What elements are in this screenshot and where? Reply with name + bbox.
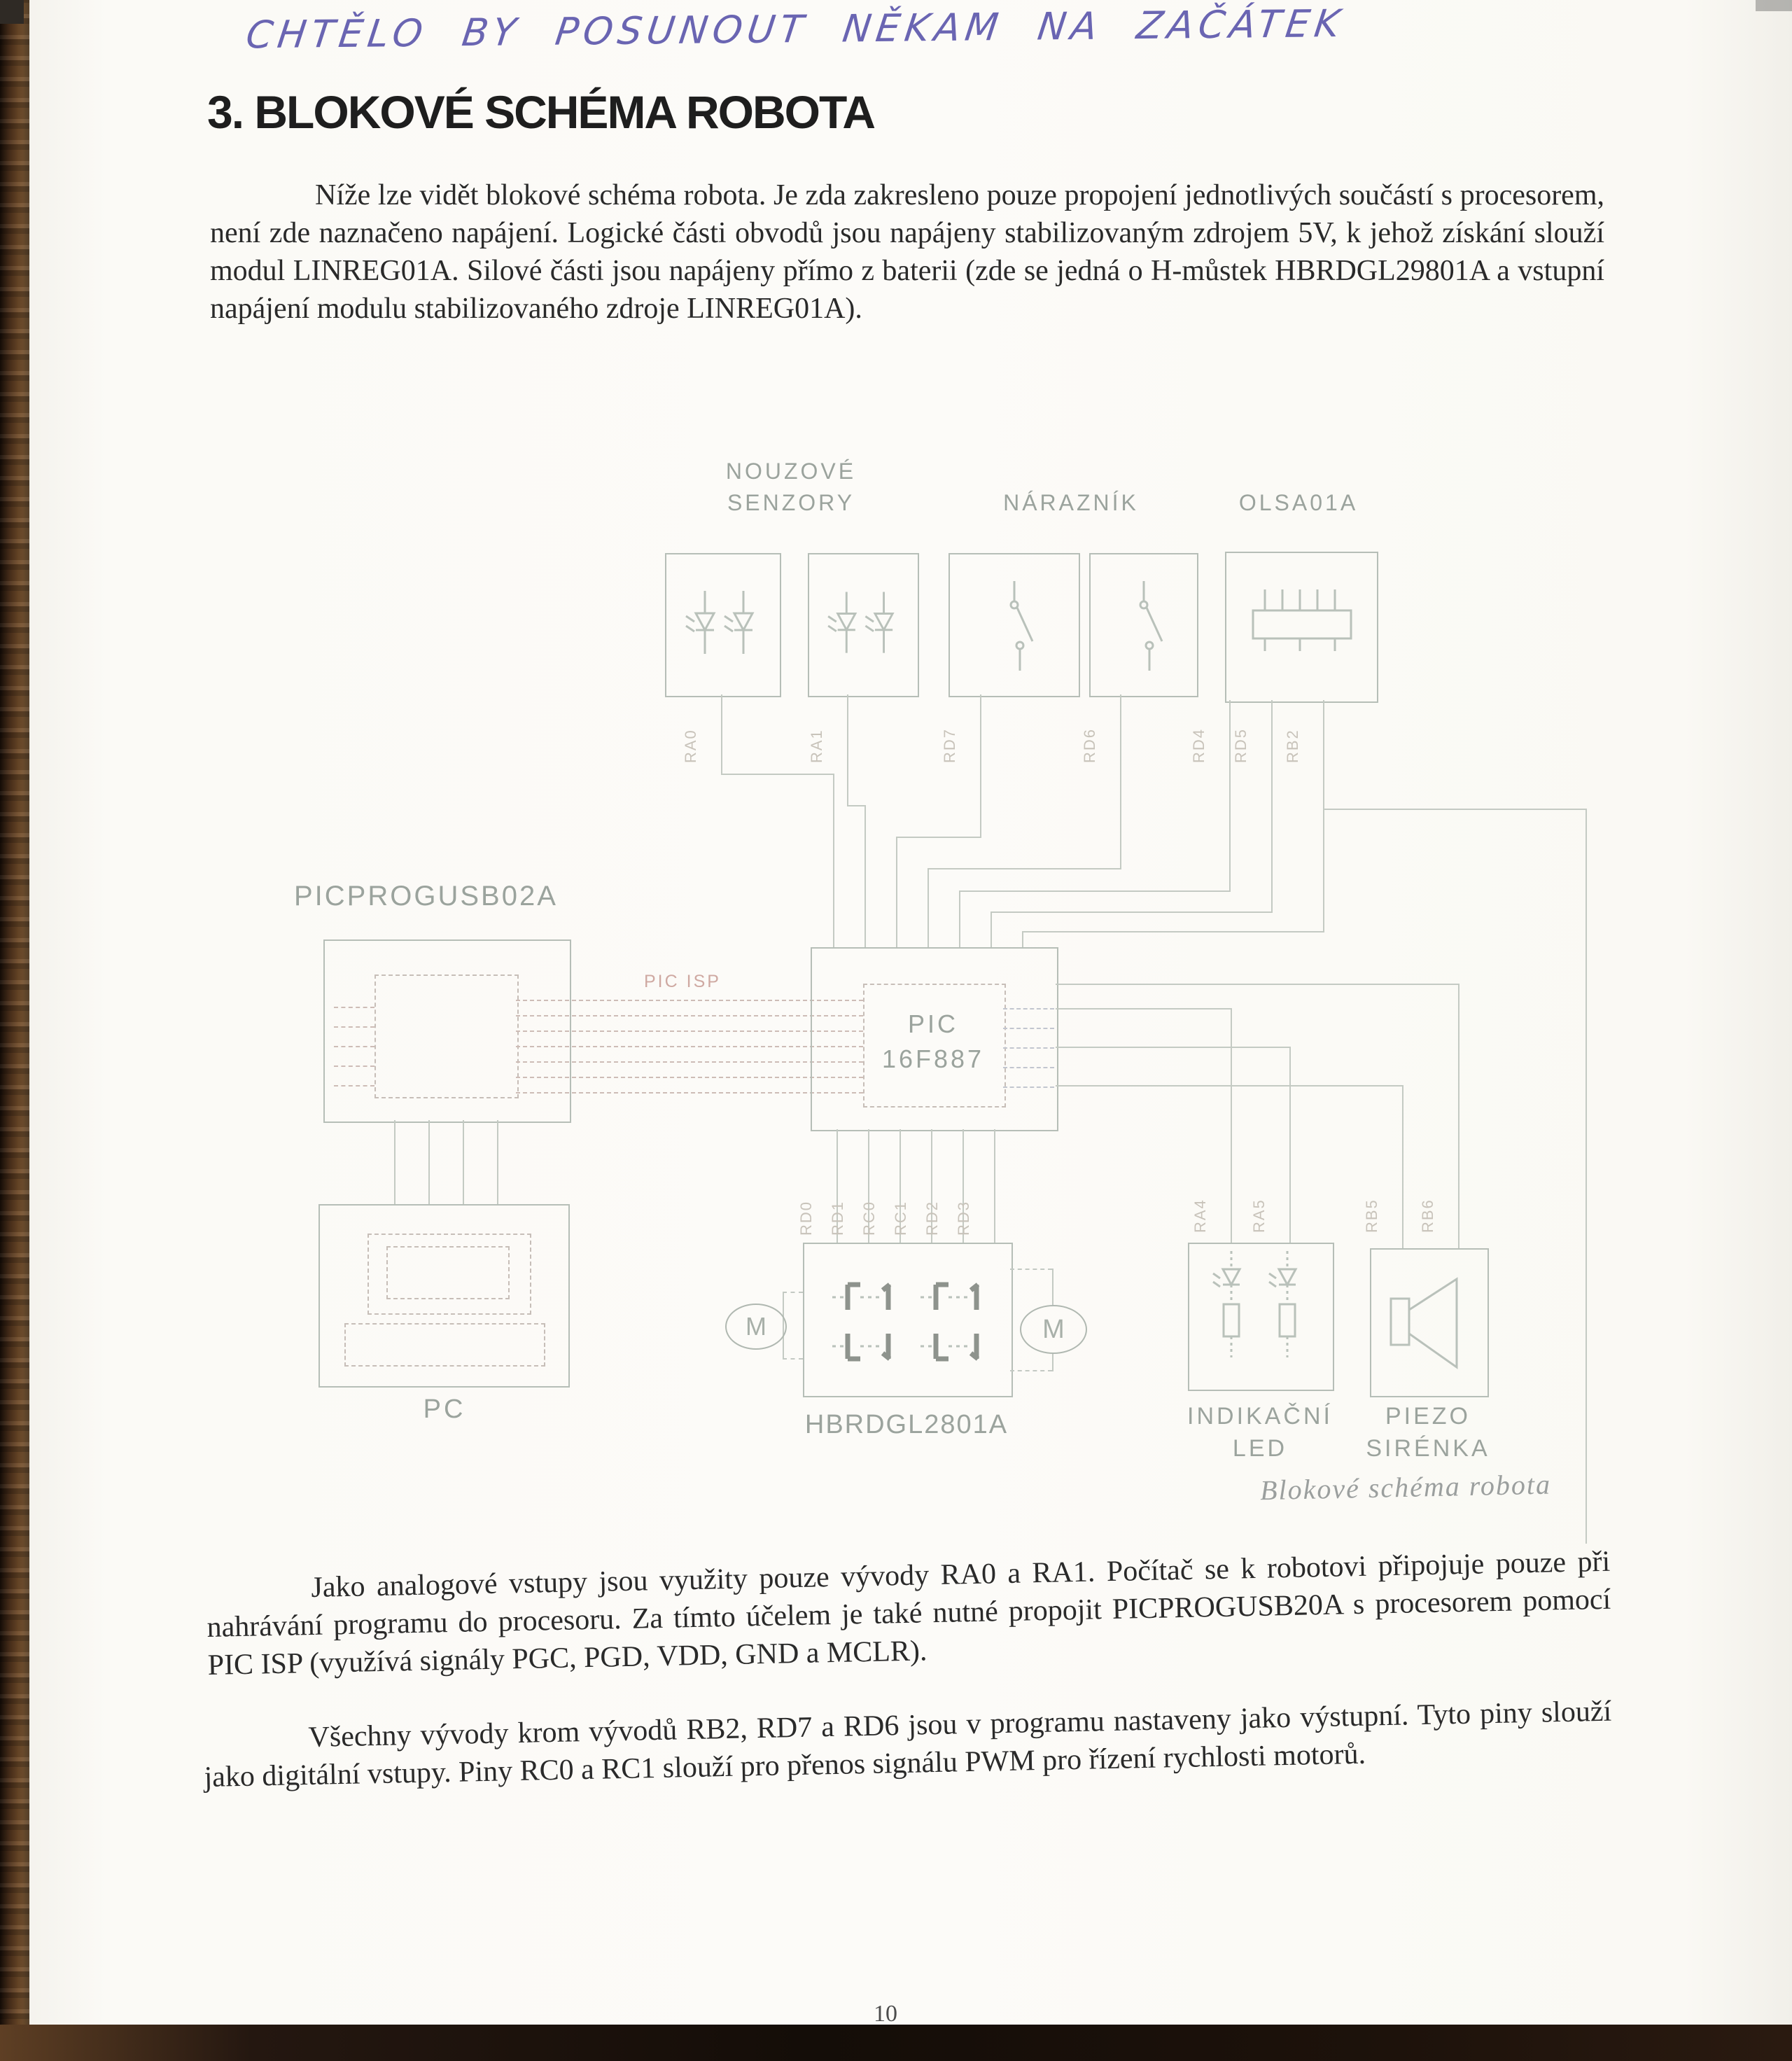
pin-label: RD4 bbox=[1190, 727, 1208, 763]
wire bbox=[1402, 1085, 1404, 1248]
wire bbox=[847, 805, 866, 806]
label-pic-line2: 16F887 bbox=[881, 1045, 985, 1073]
wire bbox=[1022, 931, 1023, 947]
motor-letter: M bbox=[1042, 1314, 1065, 1344]
wire bbox=[1056, 1008, 1231, 1009]
pin-label: RB5 bbox=[1363, 1199, 1380, 1233]
block-picprogusb02a-inner bbox=[374, 974, 519, 1098]
block-bumper-switch-1 bbox=[948, 553, 1080, 697]
wire bbox=[1120, 694, 1121, 868]
switch-icon bbox=[1091, 554, 1197, 694]
wire bbox=[990, 911, 1273, 913]
label-nouzove-senzory-line2: SENZORY bbox=[727, 490, 855, 515]
pin-label: RB2 bbox=[1284, 729, 1301, 763]
led-pair-icon bbox=[1189, 1244, 1333, 1390]
label-piezo-line1: PIEZO bbox=[1385, 1403, 1471, 1430]
wire bbox=[1231, 1008, 1232, 1243]
wire bbox=[1229, 700, 1231, 890]
pin-label: RC1 bbox=[892, 1200, 909, 1236]
motor-letter: M bbox=[746, 1312, 766, 1341]
wire bbox=[927, 868, 929, 947]
pc-monitor-screen bbox=[386, 1246, 510, 1299]
led-sensor-icon bbox=[809, 554, 918, 694]
block-piezo bbox=[1370, 1248, 1489, 1397]
wire bbox=[1003, 1028, 1054, 1029]
wire bbox=[1003, 1047, 1054, 1049]
pin-label: RB6 bbox=[1419, 1199, 1436, 1233]
motor-left bbox=[725, 1304, 787, 1350]
label-picprogusb02a: PICPROGUSB02A bbox=[294, 881, 558, 911]
speaker-icon bbox=[1371, 1250, 1488, 1396]
wire bbox=[1586, 809, 1587, 1544]
wire bbox=[783, 1358, 803, 1360]
label-pic-isp-bus: PIC ISP bbox=[644, 972, 721, 991]
pin-label: RD1 bbox=[829, 1200, 846, 1236]
wire bbox=[896, 837, 981, 838]
wire bbox=[1056, 1047, 1289, 1048]
wire bbox=[463, 1120, 464, 1204]
section-heading: 3. BLOKOVÉ SCHÉMA ROBOTA bbox=[207, 86, 875, 138]
paragraph-intro: Níže lze vidět blokové schéma robota. Je zda zakresleno pouze propojení jednotlivých součástí s procesorem, není zde naznačeno napájení. Logické části obvodů jsou napájeny stabilizovaným zdrojem 5V, k jehož získání slouží modul LINREG01A. Silové části jsou napájeny přímo z baterii (zde se jedná o H-můstek HBRDGL29801A a vstupní napájení modulu stabilizovaného zdroje LINREG01A). bbox=[210, 179, 1604, 325]
label-indication-led-line2: LED bbox=[1232, 1435, 1288, 1462]
block-hbridge bbox=[803, 1243, 1013, 1397]
desk-wood-bottom-edge bbox=[0, 2025, 1792, 2061]
label-hbridge: HBRDGL2801A bbox=[804, 1410, 1009, 1439]
wire bbox=[334, 1026, 374, 1028]
label-olsa01a: OLSA01A bbox=[1238, 490, 1359, 515]
pc-keyboard bbox=[344, 1323, 545, 1367]
wire bbox=[334, 1066, 374, 1067]
wire bbox=[1010, 1370, 1052, 1371]
wire bbox=[1323, 700, 1324, 931]
wire bbox=[1289, 1047, 1291, 1243]
pin-label: RA5 bbox=[1250, 1199, 1268, 1233]
hbridge-transistors-icon bbox=[804, 1244, 1011, 1396]
pin-label: RC0 bbox=[860, 1200, 878, 1236]
wire bbox=[721, 774, 834, 775]
connector-icon bbox=[1226, 553, 1377, 700]
wire bbox=[980, 694, 981, 837]
wire bbox=[833, 774, 834, 947]
wire bbox=[1056, 984, 1458, 985]
pin-label: RA0 bbox=[682, 729, 699, 763]
wire bbox=[1003, 1008, 1054, 1009]
block-olsa01a-sensor bbox=[1225, 552, 1378, 703]
wire bbox=[783, 1292, 803, 1293]
wire bbox=[721, 694, 722, 774]
pin-label: RD5 bbox=[1232, 727, 1250, 763]
pin-label: RD6 bbox=[1081, 727, 1098, 763]
wire bbox=[1003, 1067, 1054, 1068]
wire bbox=[1052, 1269, 1054, 1305]
pin-label: RD2 bbox=[923, 1200, 941, 1236]
wire bbox=[896, 837, 897, 947]
wire bbox=[1052, 1353, 1054, 1371]
pin-label: RD3 bbox=[955, 1200, 972, 1236]
wire bbox=[990, 911, 992, 947]
led-sensor-icon bbox=[666, 554, 778, 694]
wire bbox=[994, 1129, 995, 1243]
wire bbox=[1056, 1085, 1402, 1087]
block-emergency-sensor-2 bbox=[808, 553, 919, 697]
wire bbox=[334, 1085, 374, 1087]
paragraph-digital-pins: Všechny vývody krom vývodů RB2, RD7 a RD6 jsou v programu nastaveny jako výstupní. Tyto piny slouží jako digitální vstupy. Piny RC0 a RC1 slouží pro přenos signálu PWM pro řízení rychlosti motorů. bbox=[204, 1695, 1612, 1794]
wire bbox=[864, 805, 866, 947]
wire bbox=[959, 890, 960, 947]
handwritten-note: CHTĚLO BY POSUNOUT NĚKAM NA ZAČÁTEK bbox=[243, 1, 1348, 57]
label-indication-led-line1: INDIKAČNÍ bbox=[1187, 1403, 1333, 1430]
paragraph-analog-inputs: Jako analogové vstupy jsou využity pouze vývody RA0 a RA1. Počítač se k robotovi připojuje pouze při nahrávání programu do procesoru. Za tímto účelem je také nutné propojit PICPROGUSB20A s procesorem pomocí PIC ISP (využívá signály PGC, PGD, VDD, GND a MCLR). bbox=[206, 1545, 1611, 1682]
wire bbox=[334, 1046, 374, 1047]
pin-label: RD0 bbox=[797, 1200, 815, 1236]
wire bbox=[1323, 809, 1587, 810]
wire bbox=[497, 1120, 498, 1204]
wire bbox=[1010, 1269, 1052, 1270]
wire bbox=[1003, 1087, 1054, 1088]
label-naraznik: NÁRAZNÍK bbox=[1003, 490, 1139, 515]
block-indication-led bbox=[1188, 1243, 1334, 1391]
wire bbox=[428, 1120, 430, 1204]
wire bbox=[927, 868, 1121, 869]
pin-label: RD7 bbox=[941, 727, 958, 763]
diagram-caption: Blokové schéma robota bbox=[1259, 1468, 1552, 1507]
page-number: 10 bbox=[874, 2001, 897, 2027]
wire bbox=[394, 1120, 396, 1204]
pin-label: RA1 bbox=[808, 729, 825, 763]
label-pc: PC bbox=[423, 1395, 466, 1424]
label-pic-line1: PIC bbox=[907, 1009, 958, 1038]
wire bbox=[1271, 700, 1273, 911]
wire bbox=[334, 1007, 374, 1008]
wire bbox=[959, 890, 1231, 892]
pin-label: RA4 bbox=[1191, 1199, 1209, 1233]
motor-right bbox=[1020, 1305, 1087, 1354]
wire bbox=[847, 694, 848, 805]
label-nouzove-senzory-line1: NOUZOVÉ bbox=[725, 459, 857, 484]
block-bumper-switch-2 bbox=[1089, 553, 1198, 697]
label-piezo-line2: SIRÉNKA bbox=[1366, 1435, 1490, 1462]
wire bbox=[1458, 984, 1460, 1248]
wire bbox=[1022, 931, 1324, 932]
block-emergency-sensor-1 bbox=[665, 553, 781, 697]
switch-icon bbox=[950, 554, 1079, 694]
